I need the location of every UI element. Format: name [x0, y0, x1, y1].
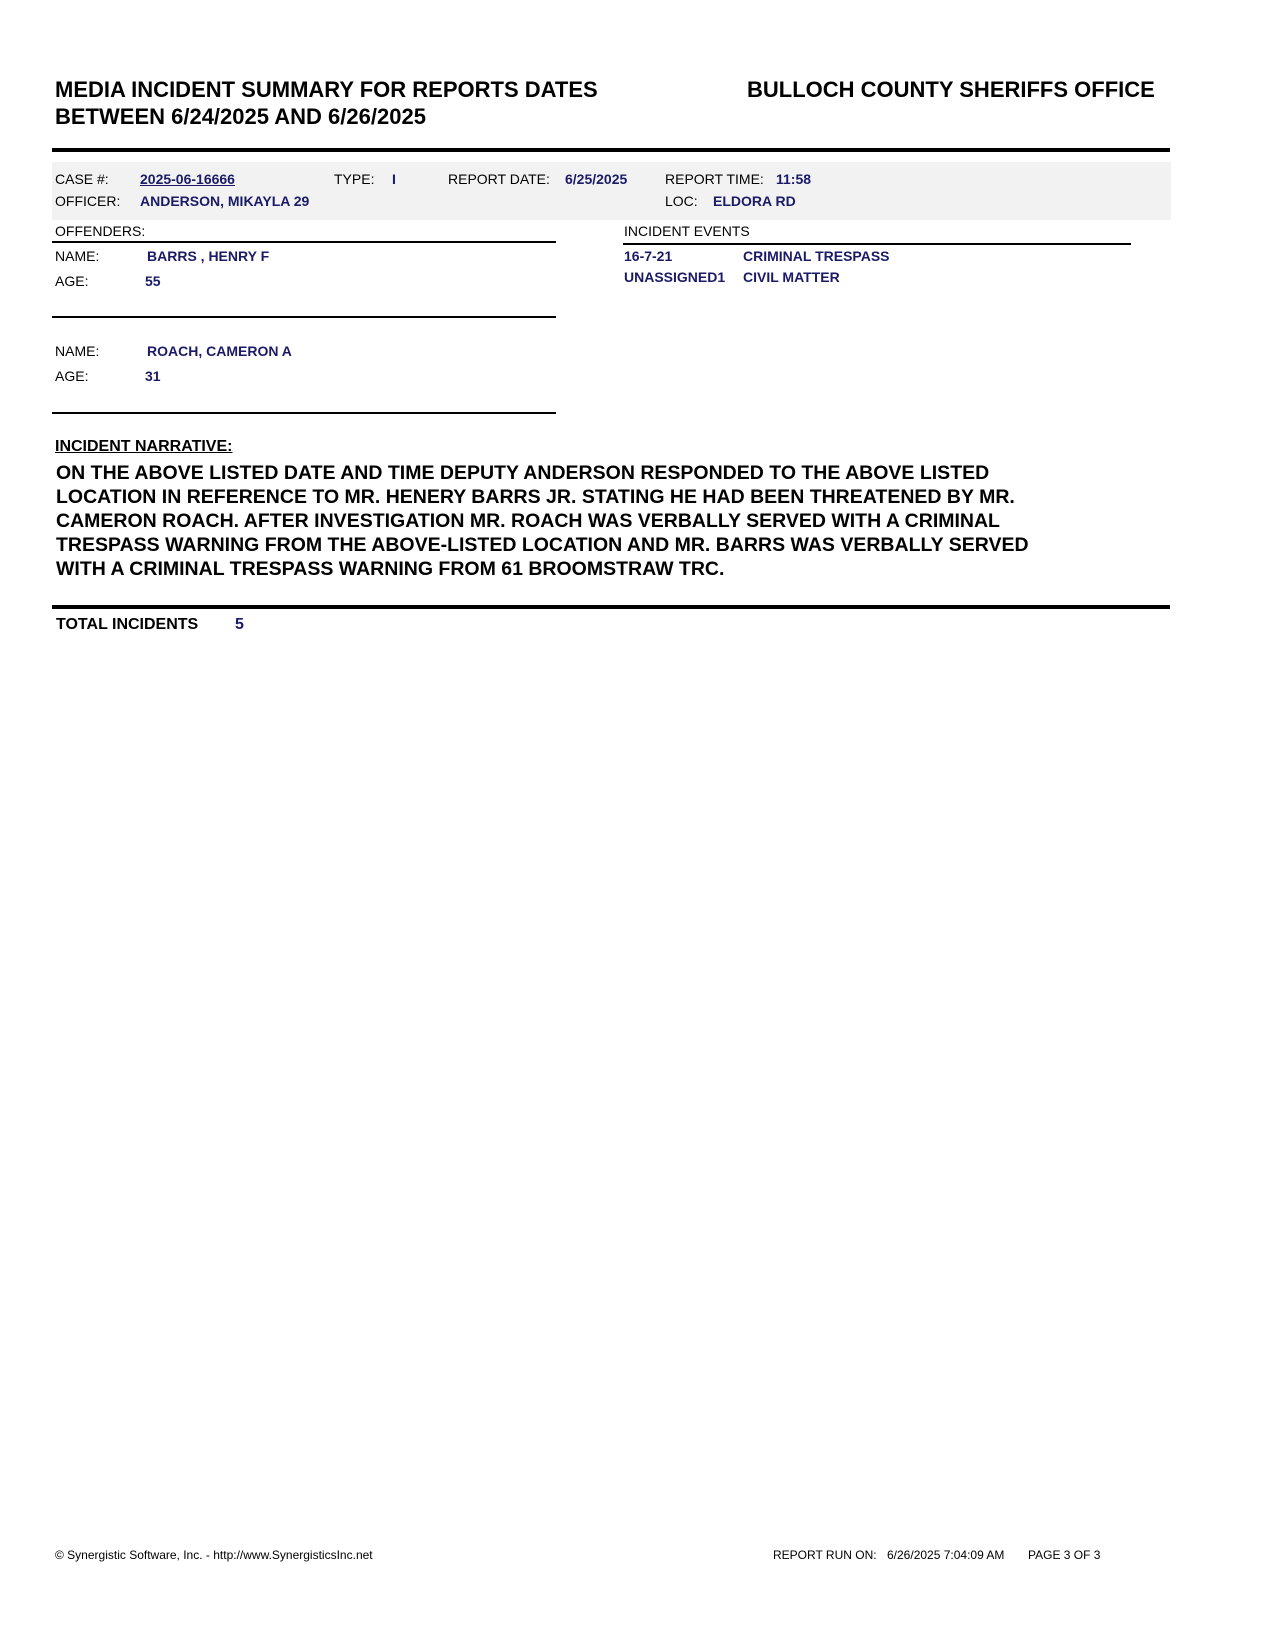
- offender-separator: [52, 412, 556, 414]
- narrative-line: WITH A CRIMINAL TRESPASS WARNING FROM 61 BROOMSTRAW TRC.: [56, 558, 725, 580]
- offender-2-age: 31: [145, 368, 161, 384]
- type-value: I: [392, 171, 396, 187]
- page-number: PAGE 3 OF 3: [1028, 1548, 1101, 1562]
- offender-2-name-label: NAME:: [55, 343, 100, 359]
- offender-separator: [52, 316, 556, 318]
- event-1-code: 16-7-21: [624, 248, 673, 264]
- report-title: [55, 76, 695, 130]
- offender-1-name: BARRS , HENRY F: [147, 248, 270, 264]
- report-title-line-2: BETWEEN 6/24/2025 AND 6/26/2025: [55, 104, 426, 129]
- narrative-divider: [52, 605, 1170, 609]
- report-time-value: 11:58: [776, 171, 812, 187]
- narrative-line: LOCATION IN REFERENCE TO MR. HENERY BARRS JR. STATING HE HAD BEEN THREATENED BY MR.: [56, 486, 1015, 508]
- case-number-link[interactable]: 2025-06-16666: [140, 171, 235, 187]
- offenders-heading: OFFENDERS:: [55, 223, 146, 239]
- event-2-code: UNASSIGNED1: [624, 269, 726, 285]
- event-2-description: CIVIL MATTER: [743, 269, 840, 285]
- report-date-label: REPORT DATE:: [448, 171, 550, 187]
- report-title-line-1: MEDIA INCIDENT SUMMARY FOR REPORTS DATES: [55, 77, 598, 102]
- officer-value: ANDERSON, MIKAYLA 29: [140, 193, 310, 209]
- officer-label: OFFICER:: [55, 193, 121, 209]
- offender-2-name: ROACH, CAMERON A: [147, 343, 292, 359]
- incident-events-divider: [623, 243, 1131, 245]
- offender-1-name-label: NAME:: [55, 248, 100, 264]
- offender-1-age-label: AGE:: [55, 273, 89, 289]
- total-incidents-value: 5: [235, 616, 244, 633]
- narrative-line: TRESPASS WARNING FROM THE ABOVE-LISTED LOCATION AND MR. BARRS WAS VERBALLY SERVED: [56, 534, 1029, 556]
- incident-events-heading: INCIDENT EVENTS: [624, 223, 750, 239]
- offender-2-age-label: AGE:: [55, 368, 89, 384]
- report-time-label: REPORT TIME:: [665, 171, 764, 187]
- event-1-description: CRIMINAL TRESPASS: [743, 248, 890, 264]
- narrative-line: ON THE ABOVE LISTED DATE AND TIME DEPUTY ANDERSON RESPONDED TO THE ABOVE LISTED: [56, 462, 990, 484]
- type-label: TYPE:: [334, 171, 375, 187]
- location-value: ELDORA RD: [713, 193, 796, 209]
- copyright-footer: © Synergistic Software, Inc. - http://www.SynergisticsInc.net: [55, 1548, 373, 1562]
- location-label: LOC:: [665, 193, 698, 209]
- report-date-value: 6/25/2025: [565, 171, 628, 187]
- total-incidents-label: TOTAL INCIDENTS: [56, 616, 199, 633]
- narrative-line: CAMERON ROACH. AFTER INVESTIGATION MR. ROACH WAS VERBALLY SERVED WITH A CRIMINAL: [56, 510, 1000, 532]
- narrative-heading: INCIDENT NARRATIVE:: [55, 438, 233, 455]
- report-run-value: 6/26/2025 7:04:09 AM: [887, 1548, 1005, 1562]
- report-run-label: REPORT RUN ON:: [773, 1548, 877, 1562]
- offender-1-age: 55: [145, 273, 161, 289]
- agency-name: BULLOCH COUNTY SHERIFFS OFFICE: [747, 77, 1155, 102]
- case-number-label: CASE #:: [55, 171, 109, 187]
- header-divider: [52, 148, 1170, 152]
- offenders-divider: [52, 241, 556, 243]
- narrative-text: [56, 461, 1156, 581]
